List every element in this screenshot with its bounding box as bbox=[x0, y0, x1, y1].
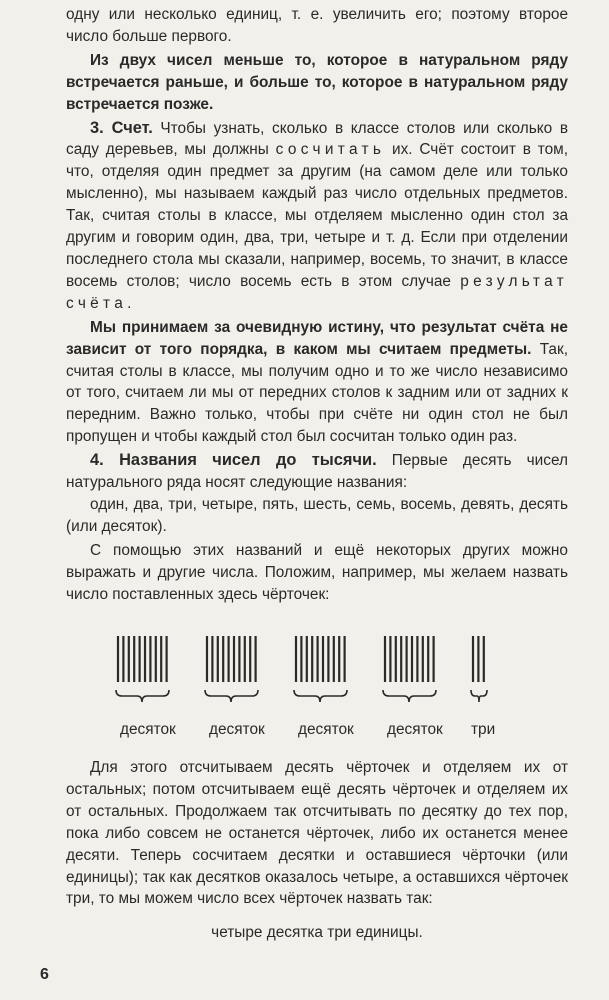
tally-group-2 bbox=[207, 636, 256, 682]
result-line: четыре десятка три единицы. bbox=[211, 924, 423, 942]
spaced-phrase-result: результат счёта bbox=[66, 272, 568, 312]
brace-1 bbox=[116, 690, 169, 702]
upper-text-block bbox=[66, 4, 568, 605]
section-3-text-b: их. Счёт состоит в том, что, отделяя один предмет за другим (на самом деле или только мысленно), мы называем каждый раз число отдельных предметов. Так, считая столы в классе, мы отделяем мысленно один стол за другим и говорим один, два, три, четыре и т. д. Если при отделении последнего стола мы сказали, например, восемь, то значит, в классе восемь столов; число восемь есть в этом случае bbox=[66, 141, 568, 290]
rule-paragraph-order: Из двух чисел меньше то, которое в натуральном ряду встречается раньше, и больше то, которое в натуральном ряду встречается позже. bbox=[66, 51, 568, 113]
brace-5 bbox=[471, 690, 487, 702]
figure-labels bbox=[0, 721, 609, 743]
section-4-paragraph bbox=[66, 450, 568, 494]
rule-counting-bold: Мы принимаем за очевидную истину, что результат счёта не зависит от того порядка, в каком мы считаем предметы. bbox=[66, 318, 568, 358]
figure-label-1: десяток bbox=[120, 721, 176, 738]
section-4-text-b: С помощью этих названий и ещё некоторых других можно выражать и другие числа. Положим, например, мы желаем назвать число поставленных здесь чёрточек: bbox=[66, 541, 568, 603]
section-3-heading: 3. Счет. bbox=[90, 118, 153, 137]
section-3-text-a: Чтобы узнать, сколько в классе столов или сколько в саду деревьев, мы должны bbox=[66, 119, 569, 159]
rule-counting-explanation: Так, считая столы в классе, мы получим одно и то же число независимо от того, считаем ли мы от передних столов к задним или от задних к передним. Важно только, чтобы при счёте ни один стол не был пропущен и чтобы каждый стол был сосчитан только один раз. bbox=[66, 340, 568, 446]
figure-label-2: десяток bbox=[209, 721, 265, 738]
spaced-word-count: сосчитать bbox=[275, 141, 386, 159]
figure-label-3: десяток bbox=[298, 721, 354, 738]
section-3-end: . bbox=[127, 294, 132, 312]
lower-text-block bbox=[66, 757, 568, 944]
brace-3 bbox=[294, 690, 347, 702]
paragraph-continuation: одну или несколько единиц, т. е. увеличить его; поэтому второе число больше первого. bbox=[66, 6, 568, 45]
tally-group-1 bbox=[118, 636, 167, 682]
tally-group-4 bbox=[385, 636, 434, 682]
section-4-text-a: Первые десять чисел натурального ряда носят следующие названия: bbox=[66, 452, 569, 492]
figure-label-5: три bbox=[471, 721, 496, 738]
brace-4 bbox=[383, 690, 436, 702]
tally-group-5 bbox=[473, 636, 484, 682]
tally-group-3 bbox=[296, 636, 345, 682]
page-number: 6 bbox=[40, 966, 49, 983]
section-3-paragraph bbox=[66, 118, 568, 315]
section-4-heading: 4. Названия чисел до тысячи. bbox=[90, 451, 377, 470]
figure-label-4: десяток bbox=[387, 721, 443, 738]
number-names-list: один, два, три, четыре, пять, шесть, семь, восемь, девять, десять (или десяток). bbox=[66, 495, 568, 535]
brace-2 bbox=[205, 690, 258, 702]
rule-paragraph-counting bbox=[66, 317, 568, 448]
explanation-paragraph: Для этого отсчитываем десять чёрточек и отделяем их от остальных; потом отсчитываем ещё десять чёрточек и отделяем их от остальных. Продолжаем так отсчитывать по десятку до тех пор, пока либо совсем не останется чёрточек, либо их останется менее десяти. Теперь сосчитаем десятки и оставшиеся чёрточки (или единицы); так как десятков оказалось четыре, а оставшихся чёрточек три, то мы можем число всех чёрточек назвать так: bbox=[66, 759, 568, 908]
